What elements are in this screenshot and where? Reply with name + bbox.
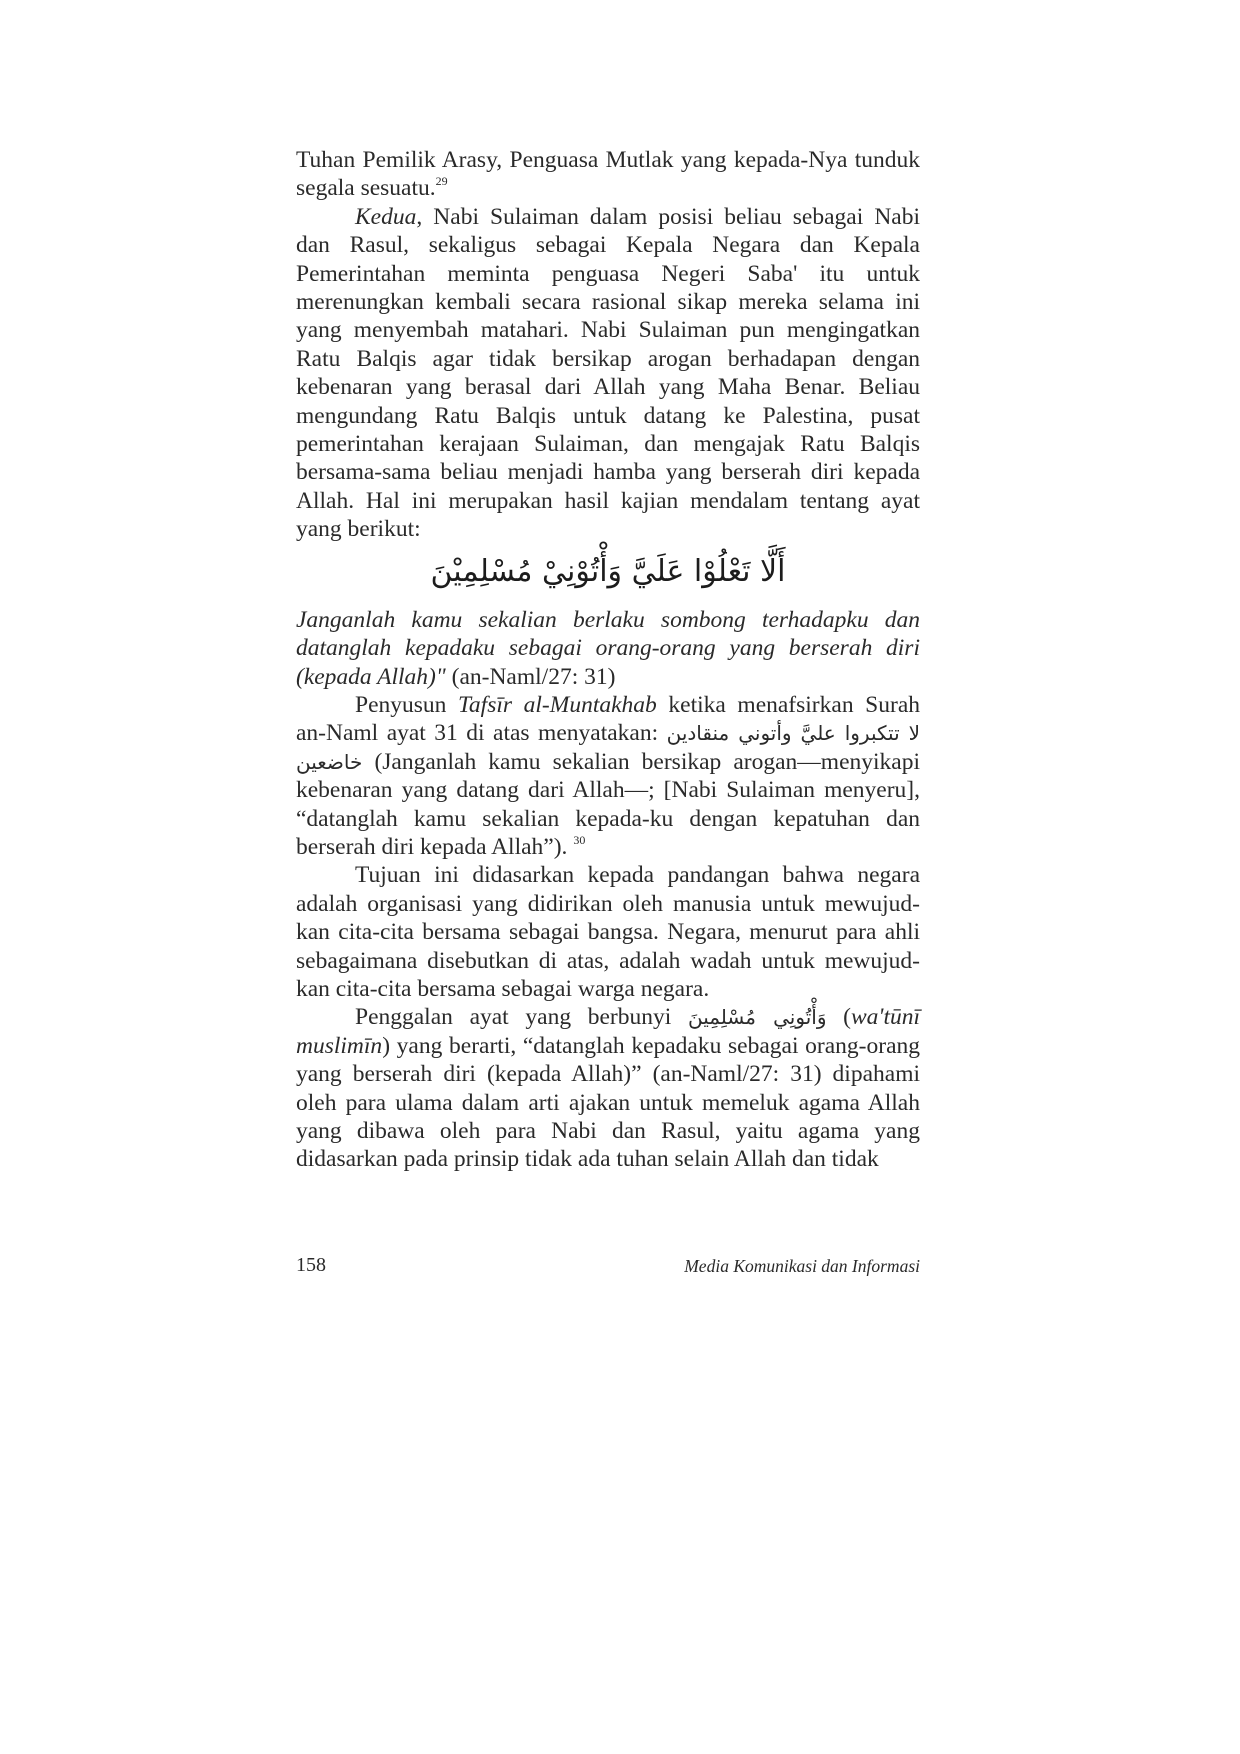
verse-fragment-arabic: وَأْتُونِي مُسْلِمِينَ [687, 1005, 827, 1030]
body-text [296, 146, 920, 1174]
paragraph-3-text-b: (Janganlah kamu sekalian bersikap arogan—menyikapi kebenaran yang datang dari Allah—; [Nabi Sulaiman menyeru], “datanglah kamu sekalian kepada-ku dengan kepatuhan dan berserah diri kepada Allah”). [296, 748, 920, 860]
verse-translation [296, 606, 920, 691]
paragraph-3-text-a: ketika menafsirkan Surah an-Naml ayat 31 di atas menyatakan: [296, 691, 920, 747]
paragraph-5 [296, 1003, 920, 1173]
footnote-ref-29: 29 [435, 174, 448, 189]
paragraph-3 [296, 691, 920, 861]
paragraph-5-text: ) yang berarti, “datanglah kepadaku sebagai orang-orang yang berserah diri (kepada Allah)” (an-Naml/27: 31) dipahami oleh para ulama dalam arti ajakan untuk memeluk agama Allah yang dibawa oleh para Nabi dan Rasul, yaitu agama yang didasarkan pada prinsip tidak ada tuhan selain Allah dan tidak [296, 1032, 920, 1173]
running-title: Media Komunikasi dan Informasi [684, 1256, 920, 1276]
verse-translation-text: Janganlah kamu sekalian berlaku sombong terhadapku dan datanglah kepadaku sebagai orang-orang yang berserah diri (kepada Allah)" [296, 606, 920, 690]
paragraph-2-lead: Kedua [355, 203, 417, 230]
paragraph-4-text: Tujuan ini didasarkan kepada pandangan bahwa negara adalah organisasi yang didirikan oleh manusia untuk mewujud-kan cita-cita bersama sebagai bangsa. Negara, menurut para ahli sebagaimana disebutkan di atas, adalah wadah untuk mewujud-kan cita-cita bersama sebagai warga negara. [296, 862, 920, 1002]
paragraph-5-paren: ( [826, 1004, 851, 1031]
paragraph-2-text: , Nabi Sulaiman dalam posisi beliau sebagai Nabi dan Rasul, sekaligus sebagai Kepala Negara dan Kepala Pemerintahan meminta penguasa Negeri Saba' itu untuk merenungkan kembali secara rasional sikap mereka selama ini yang menyembah matahari. Nabi Sulaiman pun mengingatkan Ratu Balqis agar tidak bersikap arogan berhadapan dengan kebenaran yang berasal dari Allah yang Maha Benar. Beliau mengundang Ratu Balqis untuk datang ke Palestina, pusat pemerintahan kerajaan Sulaiman, dan mengajak Ratu Balqis bersama-sama beliau menjadi hamba yang berserah diri kepada Allah. Hal ini merupakan hasil kajian mendalam tentang ayat yang berikut: [296, 203, 920, 543]
page-footer [296, 1254, 920, 1284]
paragraph-4 [296, 861, 920, 1003]
tafsir-arabic-quote: لا تتكبروا عليَّ وأتوني منقادين خاضعين [296, 721, 920, 774]
transliteration: wa'tūnī muslimīn [296, 1004, 921, 1059]
paragraph-2 [296, 203, 920, 544]
page-number: 158 [296, 1254, 326, 1276]
quran-verse-arabic: أَلَّا تَعْلُوْا عَلَيَّ وَأْتُوْنِيْ مُسْلِمِيْنَ [430, 553, 786, 589]
paragraph-3-lead: Penyusun [355, 691, 459, 718]
footnote-ref-30: 30 [573, 832, 586, 847]
tafsir-title: Tafsīr al-Muntakhab [458, 691, 657, 718]
paragraph-5-lead: Penggalan ayat yang berbunyi [355, 1004, 688, 1031]
paragraph-1 [296, 146, 920, 203]
verse-reference: (an-Naml/27: 31) [445, 663, 616, 690]
paragraph-1-text: Tuhan Pemilik Arasy, Penguasa Mutlak yang kepada-Nya tunduk segala sesuatu. [296, 147, 920, 202]
